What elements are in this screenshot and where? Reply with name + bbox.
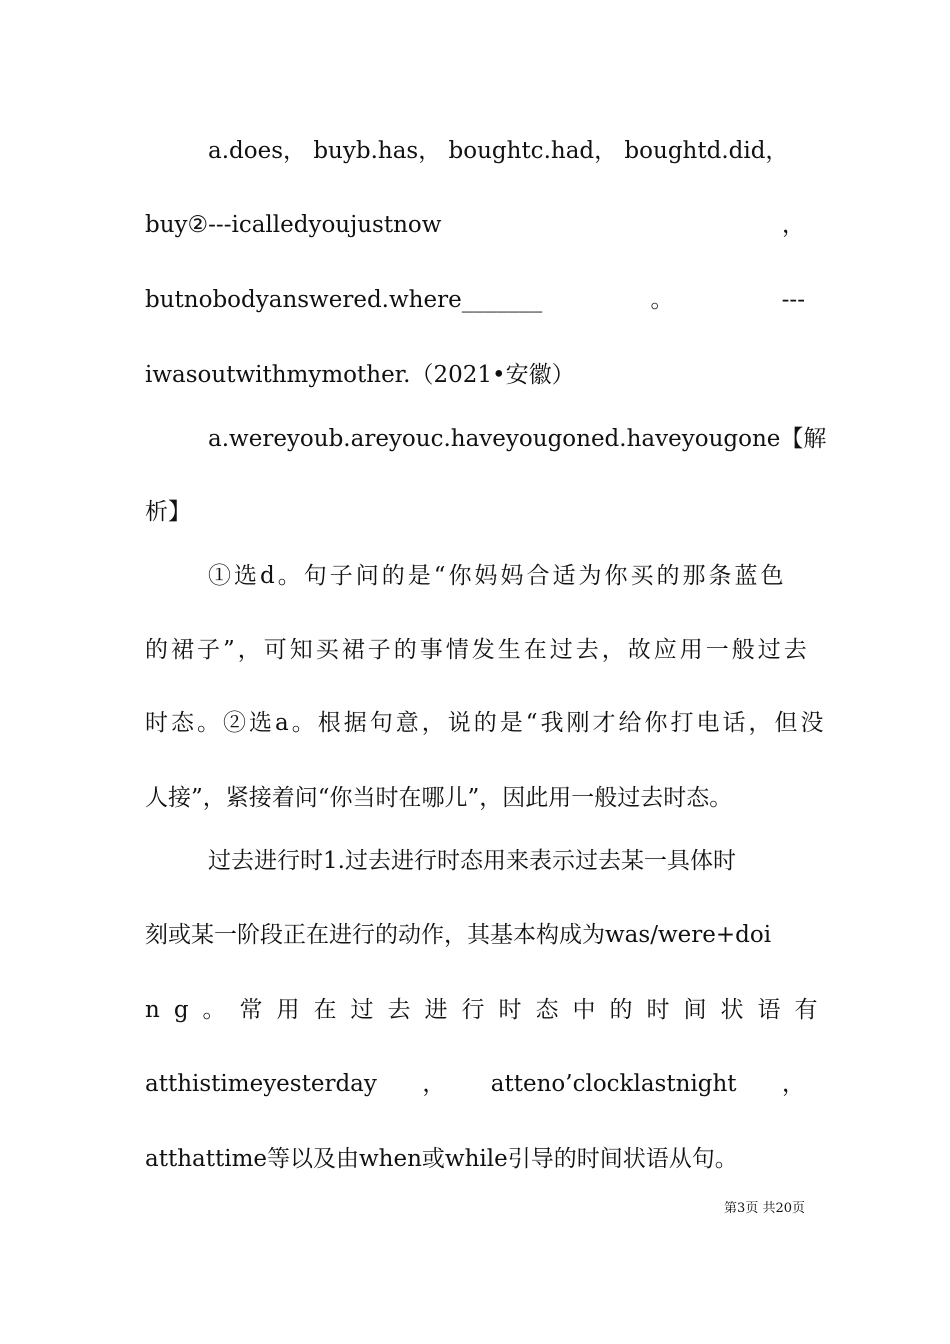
text-span: 过去进行时1.过去进行时态用来表示过去某一具体时 <box>208 848 736 874</box>
text-span: 人接”，紧接着问“你当时在哪儿”，因此用一般过去时态。 <box>145 785 733 811</box>
text-line-analysis-3 <box>145 708 827 738</box>
text-span: 时态。②选a。根据句意，说的是“我刚才给你打电话，但没 <box>145 710 827 736</box>
page-number-footer: 第3页 共20页 <box>724 1201 805 1216</box>
text-line-past-progressive-3 <box>145 995 832 1025</box>
text-line-question-2 <box>145 210 805 240</box>
text-span: iwasoutwithmymother.（2021•安徽） <box>145 362 575 388</box>
text-span: ， <box>782 1071 805 1097</box>
text-span: atthattime等以及由when或while引导的时间状语从句。 <box>145 1146 738 1172</box>
text-line-analysis-1 <box>208 561 805 591</box>
text-span: atthistimeyesterday <box>145 1071 377 1097</box>
text-span: buy②---icalledyoujustnow <box>145 212 442 238</box>
text-span: 刻或某一阶段正在进行的动作，其基本构成为was/were+doi <box>145 922 772 948</box>
text-line-past-progressive-1 <box>208 846 805 876</box>
text-span: 的裙子”，可知买裙子的事情发生在过去，故应用一般过去 <box>145 637 810 663</box>
text-span: 。 <box>650 287 674 313</box>
text-line-analysis-2 <box>145 635 810 665</box>
text-line-past-progressive-4 <box>145 1144 805 1174</box>
text-line-answer-source <box>145 360 805 390</box>
text-span: ①选d。句子问的是“你妈妈合适为你买的那条蓝色 <box>208 563 787 589</box>
text-line-options-2 <box>208 424 827 454</box>
text-line-analysis-4 <box>145 783 805 813</box>
text-span: a.does， buyb.has， boughtc.had， boughtd.did， <box>208 138 789 164</box>
text-line-question-2b <box>145 285 805 315</box>
text-span: ng。常用在过去进行时态中的时间状语有 <box>145 997 832 1023</box>
text-span: ， <box>422 1071 446 1097</box>
text-span: atteno’clocklastnight <box>490 1071 737 1097</box>
text-span: a.wereyoub.areyouc.haveyougoned.haveyougone【解 <box>208 426 827 452</box>
text-span: --- <box>781 287 805 313</box>
text-line-options-1 <box>208 136 805 166</box>
text-span: 析】 <box>145 499 191 525</box>
text-line-past-progressive-2 <box>145 920 805 950</box>
text-span: butnobodyanswered.where_______ <box>145 287 543 313</box>
text-span: ， <box>782 212 805 238</box>
text-line-time-adverbials <box>145 1069 805 1099</box>
text-line-analysis-heading <box>145 497 805 527</box>
